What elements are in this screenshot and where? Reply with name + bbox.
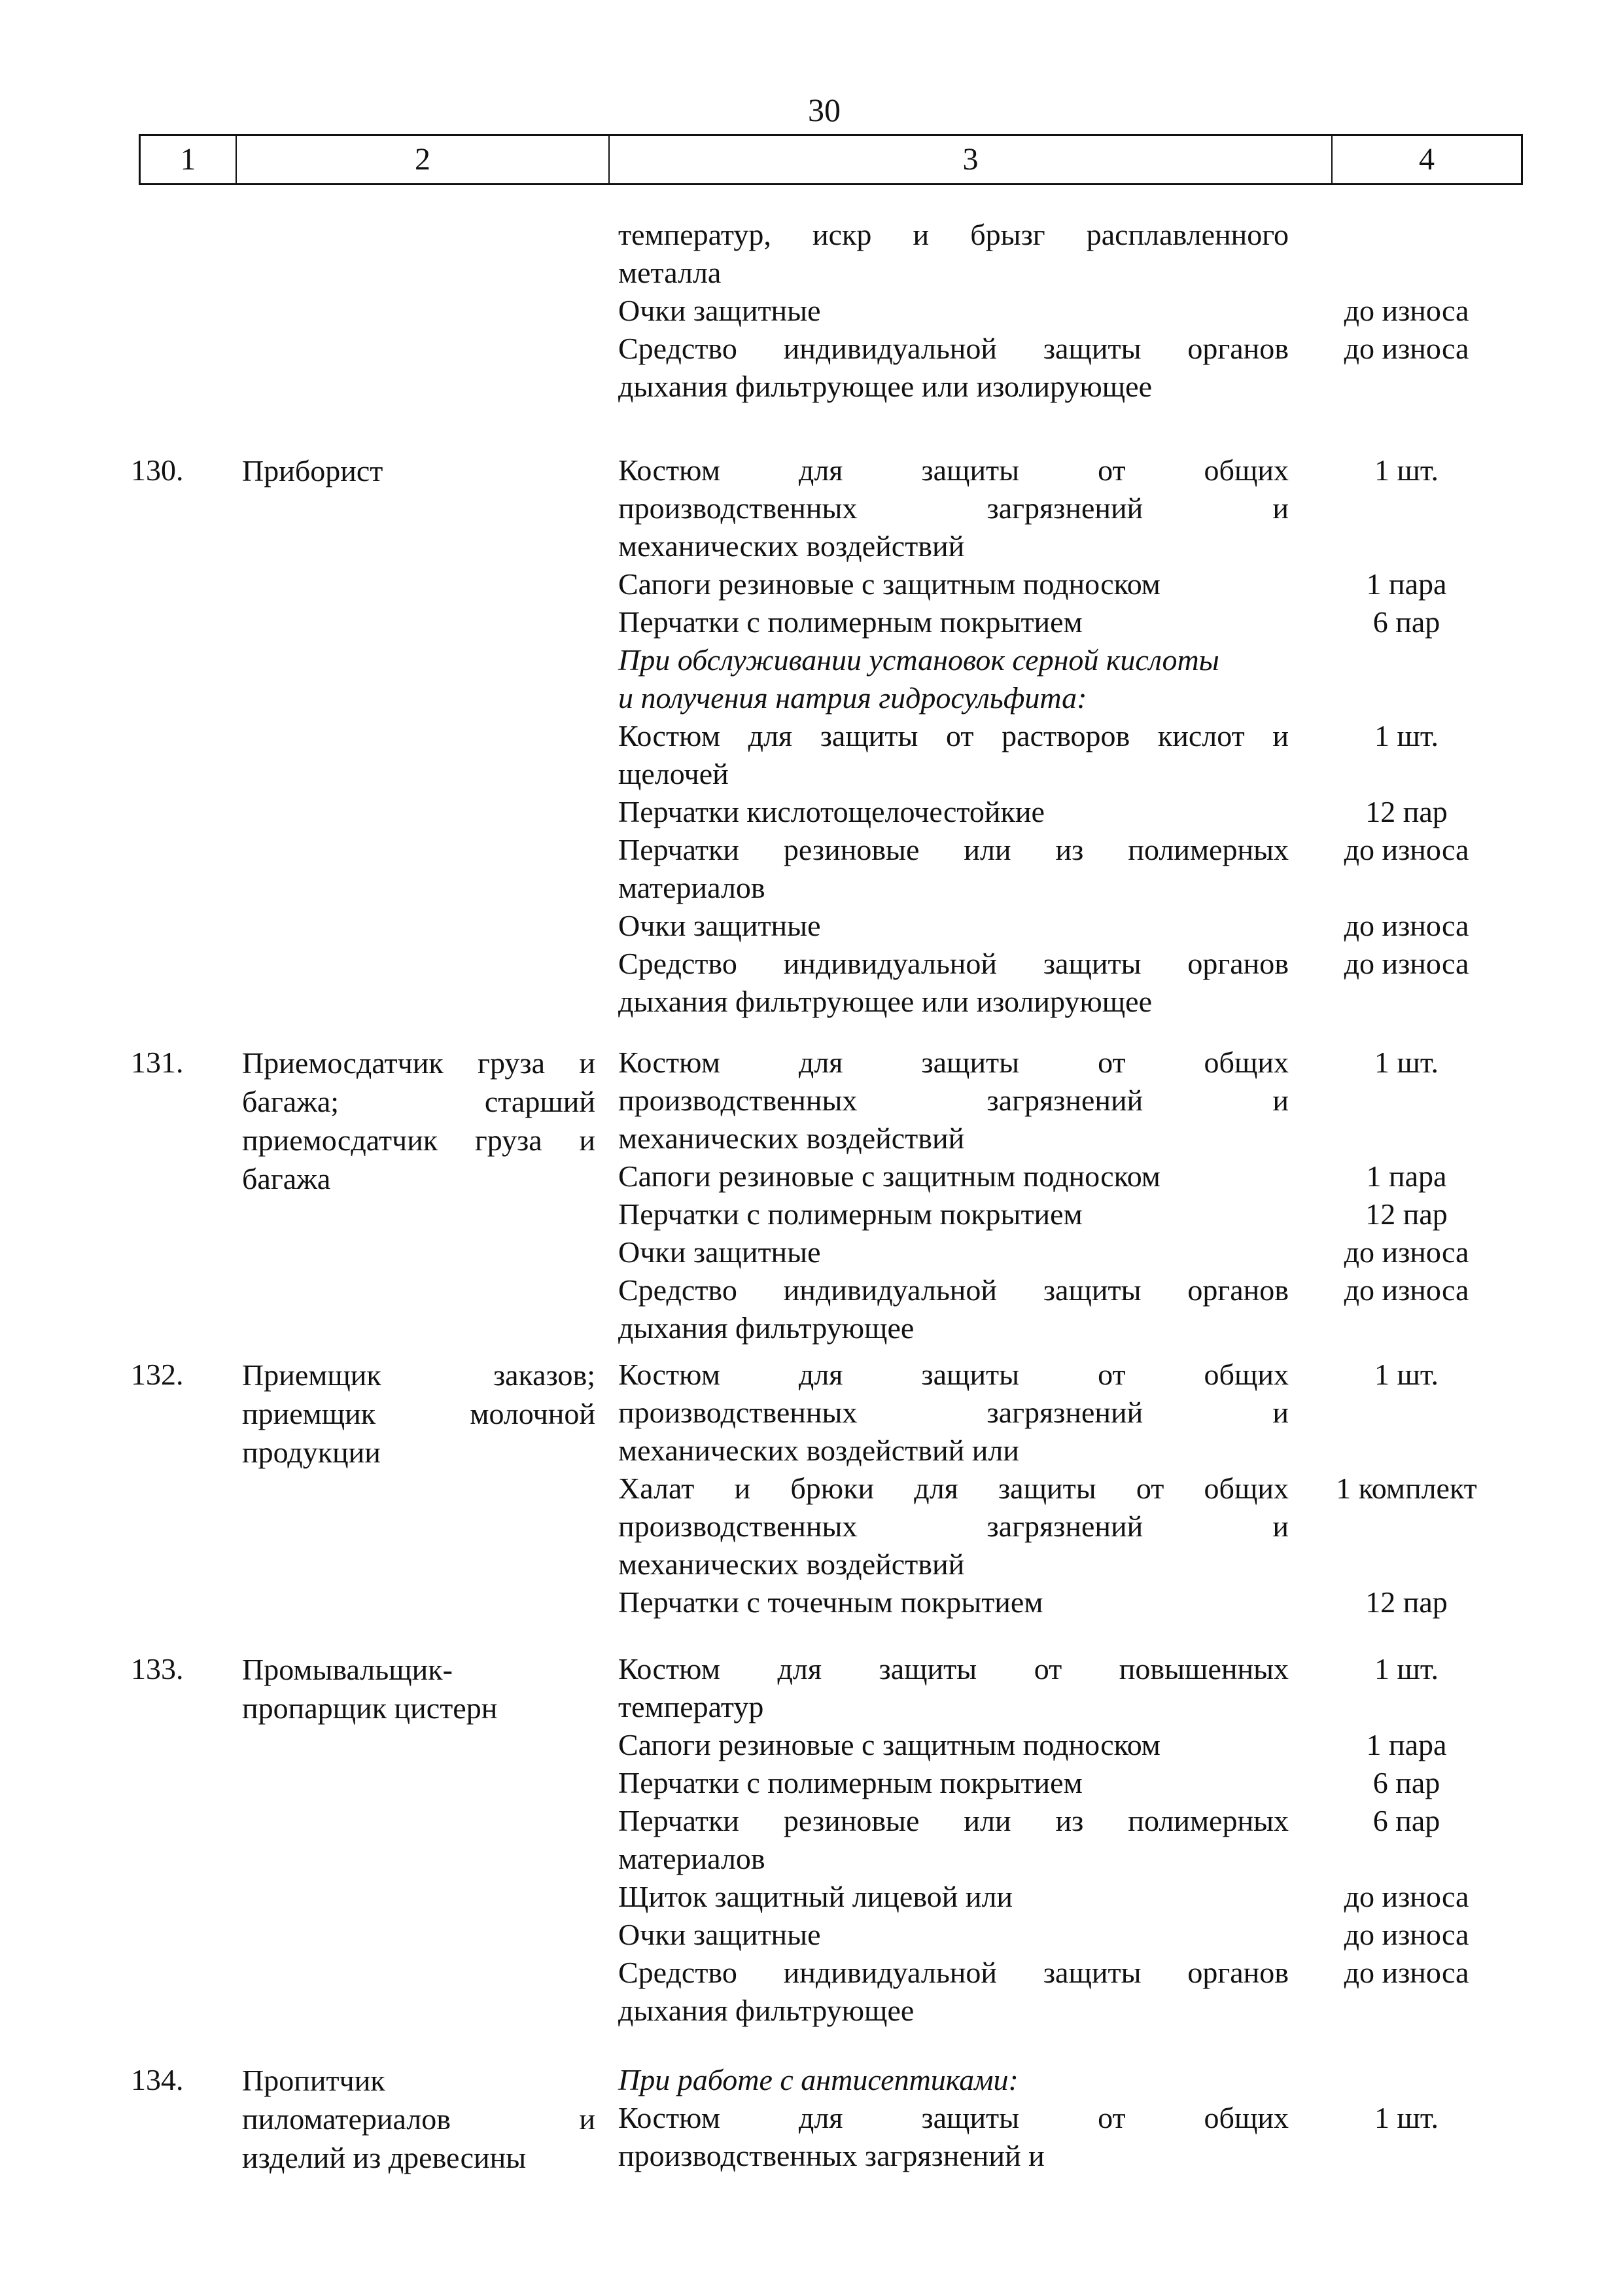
profession-line: продукции bbox=[242, 1436, 381, 1469]
equipment-item bbox=[618, 1044, 1289, 1157]
profession-line: изделий из древесины bbox=[242, 2141, 527, 2174]
equipment-item-line: Средство индивидуальной защиты органов bbox=[618, 1273, 1289, 1307]
equipment-item bbox=[618, 565, 1289, 603]
equipment-item-line: При обслуживании установок серной кислоты bbox=[618, 643, 1219, 677]
equipment-item bbox=[618, 793, 1289, 831]
equipment-item-line: производственных загрязнений и bbox=[618, 1510, 1289, 1543]
equipment-item-line: Очки защитные bbox=[618, 1918, 821, 1951]
equipment-item-line: Очки защитные bbox=[618, 1235, 821, 1269]
equipment-item-line: дыхания фильтрующее или изолирующее bbox=[618, 985, 1152, 1018]
equipment-item bbox=[618, 641, 1289, 717]
equipment-item-line: Средство индивидуальной защиты органов bbox=[618, 947, 1289, 980]
issue-norm: до износа bbox=[1344, 833, 1469, 866]
equipment-item-line: Сапоги резиновые с защитным подноском bbox=[618, 1728, 1161, 1761]
equipment-item-line: щелочей bbox=[618, 757, 729, 790]
row-number: 133. bbox=[131, 1652, 184, 1686]
profession-name bbox=[242, 1044, 595, 1198]
issue-norm: 1 пара bbox=[1366, 567, 1447, 601]
equipment-item bbox=[618, 451, 1289, 565]
equipment-item-line: Сапоги резиновые с защитным подноском bbox=[618, 567, 1161, 601]
equipment-item-line: Перчатки с полимерным покрытием bbox=[618, 1197, 1083, 1231]
equipment-item-line: Костюм для защиты от общих bbox=[618, 1358, 1289, 1391]
equipment-item-line: Костюм для защиты от общих bbox=[618, 1046, 1289, 1079]
column-header-3: 3 bbox=[610, 136, 1333, 183]
equipment-item bbox=[618, 1954, 1289, 2030]
equipment-item-line: материалов bbox=[618, 1842, 765, 1875]
page-number: 30 bbox=[808, 92, 841, 128]
equipment-item bbox=[618, 216, 1289, 292]
issue-norm: 1 комплект bbox=[1336, 1472, 1477, 1505]
issue-norm: до износа bbox=[1344, 1880, 1469, 1913]
issue-norm: до износа bbox=[1344, 294, 1469, 327]
profession-line: приемосдатчик груза и bbox=[242, 1123, 595, 1157]
profession-line: Пропитчик bbox=[242, 2064, 385, 2097]
profession-name bbox=[242, 451, 595, 490]
profession-line: пропарщик цистерн bbox=[242, 1691, 498, 1725]
row-number: 134. bbox=[131, 2063, 184, 2096]
issue-norm: до износа bbox=[1344, 1235, 1469, 1269]
equipment-item bbox=[618, 1157, 1289, 1195]
issue-norm: 6 пар bbox=[1372, 1766, 1440, 1799]
equipment-item-line: дыхания фильтрующее bbox=[618, 1311, 915, 1345]
equipment-item bbox=[618, 907, 1289, 945]
equipment-item bbox=[618, 1916, 1289, 1954]
issue-norm: 6 пар bbox=[1372, 1804, 1440, 1837]
equipment-item bbox=[618, 292, 1289, 330]
equipment-item-line: металла bbox=[618, 256, 722, 289]
issue-norm: до износа bbox=[1344, 332, 1469, 365]
equipment-item-line: дыхания фильтрующее bbox=[618, 1994, 915, 2027]
equipment-item-line: температур, искр и брызг расплавленного bbox=[618, 218, 1289, 251]
issue-norm: до износа bbox=[1344, 909, 1469, 942]
equipment-item-line: Очки защитные bbox=[618, 294, 821, 327]
profession-line: приемщик молочной bbox=[242, 1397, 595, 1430]
equipment-item bbox=[618, 2099, 1289, 2175]
equipment-item bbox=[618, 1356, 1289, 1470]
equipment-item-line: Халат и брюки для защиты от общих bbox=[618, 1472, 1289, 1505]
issue-norm: 12 пар bbox=[1365, 1585, 1448, 1619]
issue-norm: 6 пар bbox=[1372, 605, 1440, 639]
equipment-item bbox=[618, 1650, 1289, 1726]
equipment-item-line: Костюм для защиты от общих bbox=[618, 2101, 1289, 2134]
equipment-item-line: При работе с антисептиками: bbox=[618, 2063, 1019, 2096]
equipment-item bbox=[618, 1233, 1289, 1271]
issue-norm: 1 шт. bbox=[1374, 1652, 1439, 1686]
equipment-item bbox=[618, 945, 1289, 1021]
equipment-item-line: Средство индивидуальной защиты органов bbox=[618, 1956, 1289, 1989]
profession-line: пиломатериалов и bbox=[242, 2102, 595, 2136]
equipment-item-line: Сапоги резиновые с защитным подноском bbox=[618, 1159, 1161, 1193]
equipment-item-line: Перчатки кислотощелочестойкие bbox=[618, 795, 1045, 828]
equipment-item-line: Перчатки с точечным покрытием bbox=[618, 1585, 1043, 1619]
equipment-item-line: производственных загрязнений и bbox=[618, 2139, 1045, 2172]
equipment-item-line: производственных загрязнений и bbox=[618, 491, 1289, 525]
issue-norm: до износа bbox=[1344, 1273, 1469, 1307]
equipment-item bbox=[618, 2061, 1289, 2099]
equipment-item-line: Костюм для защиты от общих bbox=[618, 453, 1289, 487]
equipment-item-line: Костюм для защиты от повышенных bbox=[618, 1652, 1289, 1686]
equipment-item-line: производственных загрязнений и bbox=[618, 1396, 1289, 1429]
issue-norm: 1 шт. bbox=[1374, 453, 1439, 487]
profession-line: Приборист bbox=[242, 454, 383, 487]
issue-norm: 1 шт. bbox=[1374, 1046, 1439, 1079]
equipment-item bbox=[618, 1195, 1289, 1233]
equipment-item-line: Перчатки резиновые или из полимерных bbox=[618, 833, 1289, 866]
equipment-item-line: Перчатки с полимерным покрытием bbox=[618, 605, 1083, 639]
profession-line: багажа bbox=[242, 1162, 331, 1195]
row-number: 131. bbox=[131, 1046, 184, 1079]
column-header-4: 4 bbox=[1419, 142, 1435, 177]
equipment-item bbox=[618, 1878, 1289, 1916]
issue-norm: 1 шт. bbox=[1374, 1358, 1439, 1391]
equipment-item bbox=[618, 717, 1289, 793]
equipment-item-line: дыхания фильтрующее или изолирующее bbox=[618, 370, 1152, 403]
issue-norm: 12 пар bbox=[1365, 795, 1448, 828]
row-number: 130. bbox=[131, 453, 184, 487]
profession-line: багажа; старший bbox=[242, 1085, 595, 1118]
equipment-item bbox=[618, 1802, 1289, 1878]
issue-norm: 1 шт. bbox=[1374, 2101, 1439, 2134]
equipment-item-line: Очки защитные bbox=[618, 909, 821, 942]
equipment-item-line: производственных загрязнений и bbox=[618, 1084, 1289, 1117]
equipment-item-line: механических воздействий bbox=[618, 1122, 965, 1155]
equipment-item-line: Средство индивидуальной защиты органов bbox=[618, 332, 1289, 365]
issue-norm: до износа bbox=[1344, 947, 1469, 980]
equipment-item bbox=[618, 1726, 1289, 1764]
issue-norm: 1 пара bbox=[1366, 1159, 1447, 1193]
profession-name bbox=[242, 2061, 595, 2177]
row-number: 132. bbox=[131, 1358, 184, 1391]
equipment-item-line: Костюм для защиты от растворов кислот и bbox=[618, 719, 1289, 752]
equipment-item-line: и получения натрия гидросульфита: bbox=[618, 681, 1087, 715]
equipment-item-line: Щиток защитный лицевой или bbox=[618, 1880, 1013, 1913]
equipment-item-line: материалов bbox=[618, 871, 765, 904]
issue-norm: до износа bbox=[1344, 1956, 1469, 1989]
equipment-item-line: температур bbox=[618, 1690, 764, 1723]
profession-line: Промывальщик- bbox=[242, 1653, 453, 1686]
profession-line: Приемщик заказов; bbox=[242, 1358, 595, 1392]
issue-norm: 12 пар bbox=[1365, 1197, 1448, 1231]
equipment-item bbox=[618, 330, 1289, 406]
profession-name bbox=[242, 1356, 595, 1472]
equipment-item-line: Перчатки с полимерным покрытием bbox=[618, 1766, 1083, 1799]
equipment-item-line: Перчатки резиновые или из полимерных bbox=[618, 1804, 1289, 1837]
equipment-item-line: механических воздействий bbox=[618, 529, 965, 563]
equipment-item bbox=[618, 831, 1289, 907]
profession-name bbox=[242, 1650, 595, 1727]
issue-norm: 1 пара bbox=[1366, 1728, 1447, 1761]
equipment-item bbox=[618, 1583, 1289, 1621]
issue-norm: до износа bbox=[1344, 1918, 1469, 1951]
column-header-2: 2 bbox=[237, 136, 610, 183]
equipment-item bbox=[618, 1470, 1289, 1583]
issue-norm: 1 шт. bbox=[1374, 719, 1439, 752]
profession-line: Приемосдатчик груза и bbox=[242, 1046, 595, 1080]
equipment-item-line: механических воздействий или bbox=[618, 1434, 1019, 1467]
equipment-item bbox=[618, 1271, 1289, 1347]
equipment-item-line: механических воздействий bbox=[618, 1547, 965, 1581]
equipment-item bbox=[618, 1764, 1289, 1802]
column-header-row bbox=[139, 134, 1523, 185]
equipment-item bbox=[618, 603, 1289, 641]
column-header-1: 1 bbox=[141, 136, 237, 183]
